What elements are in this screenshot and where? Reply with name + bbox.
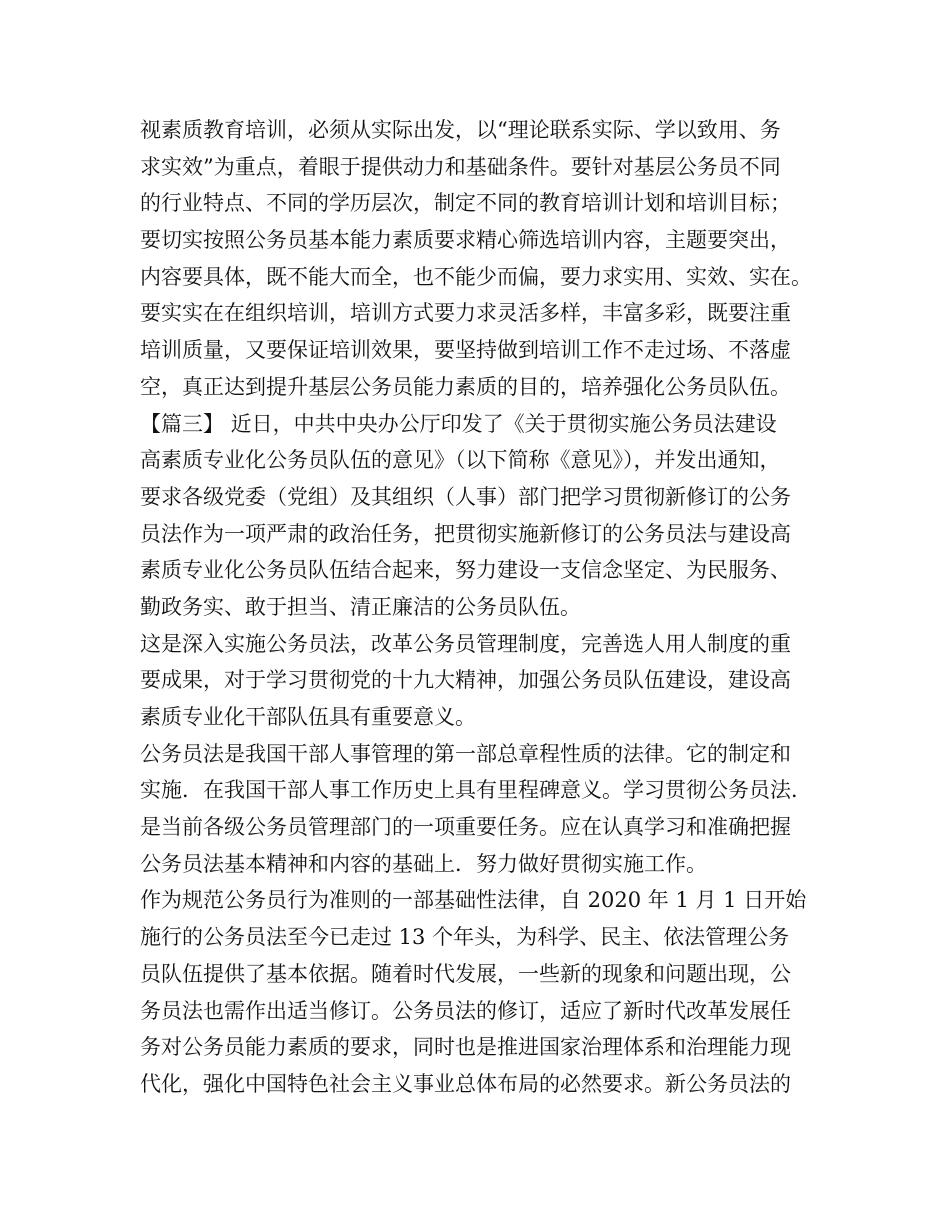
text-line: 培训质量，又要保证培训效果，要坚持做到培训工作不走过场、不落虚 — [140, 338, 791, 363]
text-line: 空，真正达到提升基层公务员能力素质的目的，培养强化公务员队伍。 — [140, 374, 791, 399]
text-line: 高素质专业化公务员队伍的意见》（以下简称《意见》），并发出通知， — [140, 448, 781, 473]
text-line: 内容要具体，既不能大而全，也不能少而偏，要力求实用、实效、实在。 — [140, 264, 812, 289]
text-line: 求实效”为重点，着眼于提供动力和基础条件。要针对基层公务员不同 — [140, 154, 781, 179]
text-line: 要实实在在组织培训，培训方式要力求灵活多样，丰富多彩，既要注重 — [140, 301, 791, 326]
text-line: 要成果，对于学习贯彻党的十九大精神，加强公务员队伍建设，建设高 — [140, 668, 791, 693]
text-line: 员队伍提供了基本依据。随着时代发展，一些新的现象和问题出现，公 — [140, 961, 791, 986]
text-line: 要求各级党委（党组）及其组织（人事）部门把学习贯彻新修订的公务 — [140, 484, 791, 509]
text-line: 公务员法基本精神和内容的基础上．努力做好贯彻实施工作。 — [140, 851, 707, 876]
text-line: 素质专业化公务员队伍结合起来，努力建设一支信念坚定、为民服务、 — [140, 558, 791, 583]
text-line: 的行业特点、不同的学历层次，制定不同的教育培训计划和培训目标； — [140, 191, 791, 216]
text-line: 这是深入实施公务员法，改革公务员管理制度，完善选人用人制度的重 — [140, 631, 791, 656]
section-heading-line: 【篇三】 近日，中共中央办公厅印发了《关于贯彻实施公务员法建设 — [140, 411, 777, 436]
text-line: 视素质教育培训，必须从实际出发，以“理论联系实际、学以致用、务 — [140, 118, 781, 142]
text-line: 务员法也需作出适当修订。公务员法的修订，适应了新时代改革发展任 — [140, 998, 791, 1023]
text-line: 是当前各级公务员管理部门的一项重要任务。应在认真学习和准确把握 — [140, 815, 791, 840]
text-line: 要切实按照公务员基本能力素质要求精心筛选培训内容，主题要突出， — [140, 228, 791, 253]
text-line: 素质专业化干部队伍具有重要意义。 — [140, 705, 476, 729]
text-line: 代化，强化中国特色社会主义事业总体布局的必然要求。新公务员法的 — [140, 1071, 791, 1096]
text-line: 务对公务员能力素质的要求，同时也是推进国家治理体系和治理能力现 — [140, 1035, 791, 1060]
text-line: 勤政务实、敢于担当、清正廉洁的公务员队伍。 — [140, 594, 581, 619]
text-line: 员法作为一项严肃的政治任务，把贯彻实施新修订的公务员法与建设高 — [140, 521, 791, 546]
document-body — [140, 112, 820, 1103]
text-line: 公务员法是我国干部人事管理的第一部总章程性质的法律。它的制定和 — [140, 741, 791, 766]
text-line: 实施．在我国干部人事工作历史上具有里程碑意义。学习贯彻公务员法． — [140, 778, 812, 803]
text-line: 施行的公务员法至今已走过 13 个年头，为科学、民主、依法管理公务 — [140, 925, 790, 950]
text-line: 作为规范公务员行为准则的一部基础性法律，自 2020 年 1 月 1 日开始 — [140, 888, 807, 913]
